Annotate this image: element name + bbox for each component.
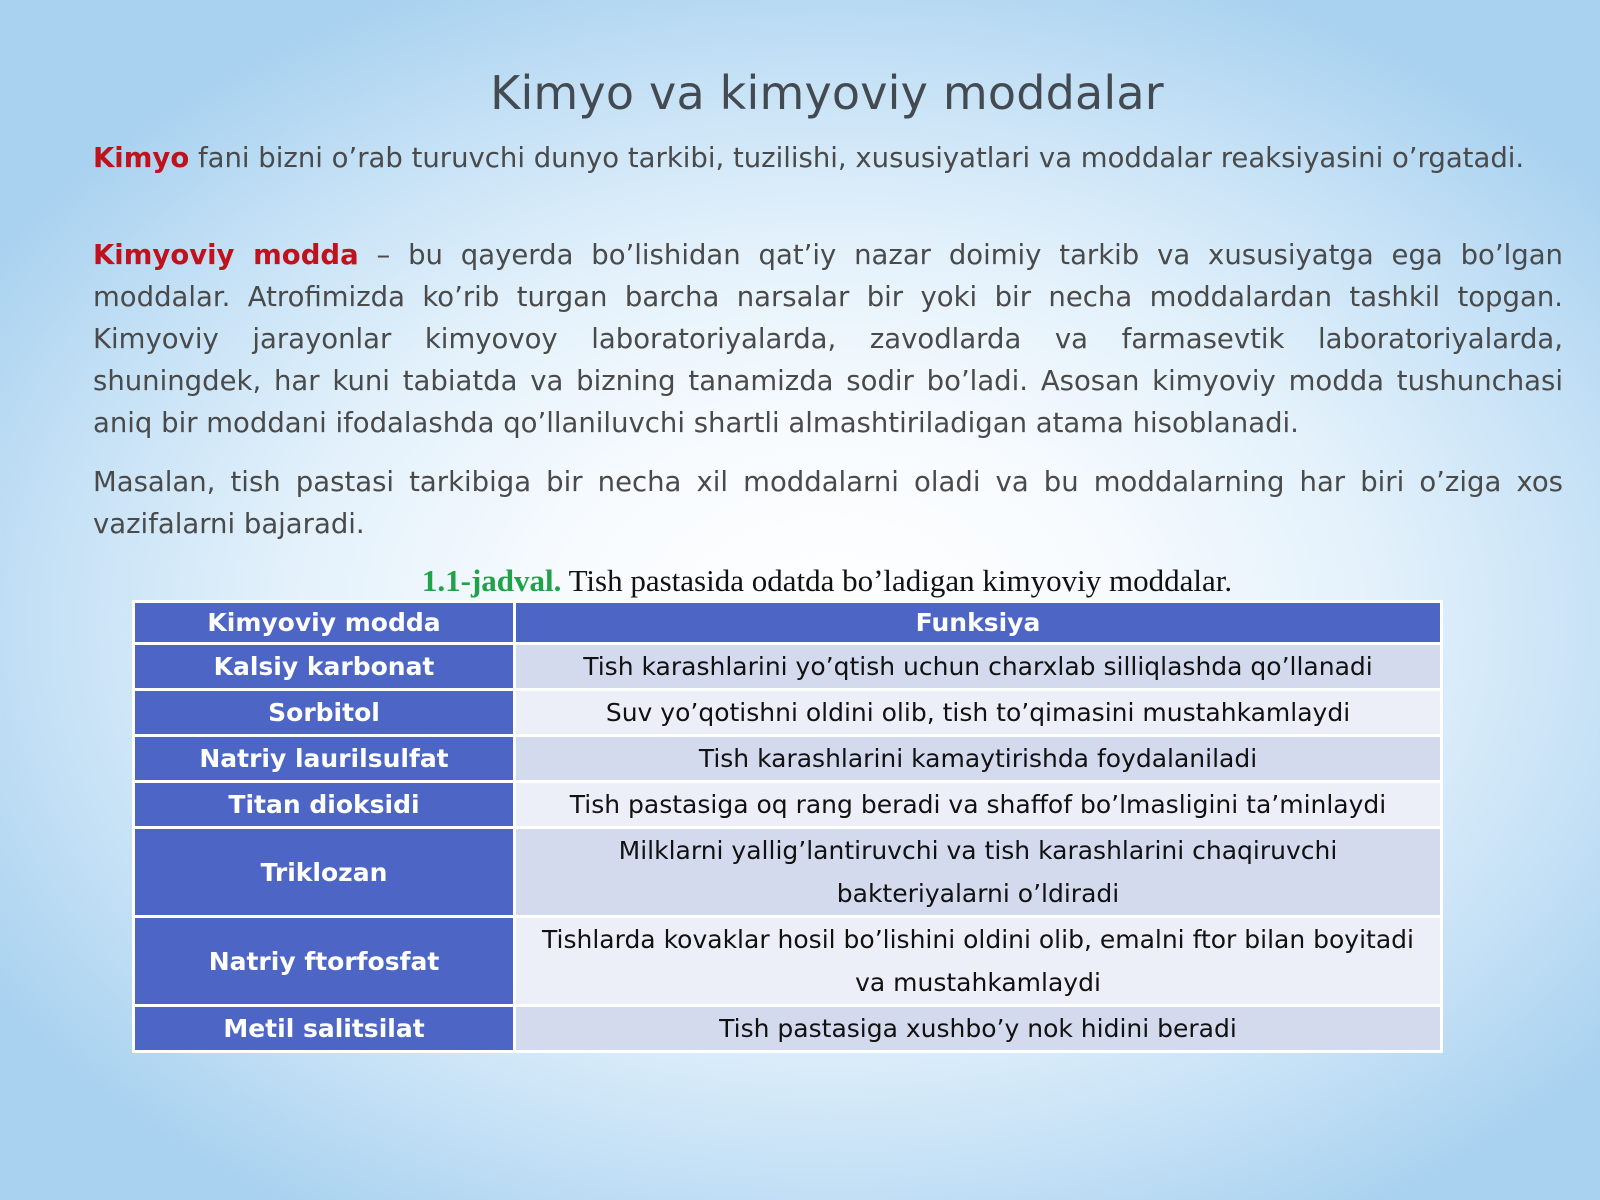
- table-row: [134, 644, 1442, 690]
- table-row: [134, 828, 1442, 917]
- substance-name: Kalsiy karbonat: [134, 644, 515, 690]
- substance-name: Natriy ftorfosfat: [134, 917, 515, 1006]
- substance-name: Sorbitol: [134, 690, 515, 736]
- term-kimyoviy-modda: Kimyoviy modda: [93, 239, 359, 271]
- substance-function: Tish pastasiga oq rang beradi va shaffof bo’lmasligini ta’minlaydi: [515, 782, 1442, 828]
- table-row: [134, 690, 1442, 736]
- paragraph-kimyoviy-modda-text: – bu qayerda bo’lishidan qat’iy nazar doimiy tarkib va xususiyatga ega bo’lgan moddalar. Atrofimizda ko’rib turgan barcha narsalar bir yoki bir necha moddalardan tashkil topgan. Kimyoviy jarayonlar kimyovoy laboratoriyalarda, zavodlarda va farmasevtik laboratoriyalarda, shuningdek, har kuni tabiatda va bizning tanamizda sodir bo’ladi. Asosan kimyoviy modda tushunchasi aniq bir moddani ifodalashda qo’llaniluvchi shartli almashtiriladigan atama hisoblanadi.: [93, 239, 1563, 439]
- substance-function: Tishlarda kovaklar hosil bo’lishini oldini olib, emalni ftor bilan boyitadi va mustahkamlaydi: [515, 917, 1442, 1006]
- table-caption-text: Tish pastasida odatda boʼladigan kimyoviy moddalar.: [561, 563, 1233, 598]
- paragraph-masalan: Masalan, tish pastasi tarkibiga bir necha xil moddalarni oladi va bu moddalarning har biri o’ziga xos vazifalarni bajaradi.: [93, 466, 1563, 540]
- substance-name: Natriy laurilsulfat: [134, 736, 515, 782]
- table-row: [134, 1006, 1442, 1052]
- substance-function: Tish karashlarini kamaytirishda foydalaniladi: [515, 736, 1442, 782]
- paragraph-kimyo: [93, 139, 1563, 177]
- substance-function: Milklarni yallig’lantiruvchi va tish karashlarini chaqiruvchi bakteriyalarni o’ldiradi: [515, 828, 1442, 917]
- header-substance: Kimyoviy modda: [134, 602, 515, 644]
- term-kimyo: Kimyo: [93, 142, 190, 174]
- paragraph-kimyo-text: fani bizni o’rab turuvchi dunyo tarkibi, tuzilishi, xususiyatlari va moddalar reaksiyasini o’rgatadi.: [189, 142, 1525, 174]
- substance-name: Metil salitsilat: [134, 1006, 515, 1052]
- table-caption: [0, 563, 1600, 599]
- header-function: Funksiya: [515, 602, 1442, 644]
- substance-function: Tish karashlarini yo’qtish uchun charxlab silliqlashda qo’llanadi: [515, 644, 1442, 690]
- slide-title: Kimyo va kimyoviy moddalar: [490, 66, 1164, 120]
- table-row: [134, 736, 1442, 782]
- table-row: [134, 917, 1442, 1006]
- substance-function: Suv yo’qotishni oldini olib, tish to’qimasini mustahkamlaydi: [515, 690, 1442, 736]
- table-row: [134, 782, 1442, 828]
- table-header-row: [134, 602, 1442, 644]
- table-caption-label: 1.1-jadval.: [421, 563, 562, 598]
- substance-function: Tish pastasiga xushbo’y nok hidini beradi: [515, 1006, 1442, 1052]
- substances-table: [132, 600, 1443, 1053]
- substance-name: Triklozan: [134, 828, 515, 917]
- paragraph-kimyoviy-modda: [93, 234, 1563, 444]
- substance-name: Titan dioksidi: [134, 782, 515, 828]
